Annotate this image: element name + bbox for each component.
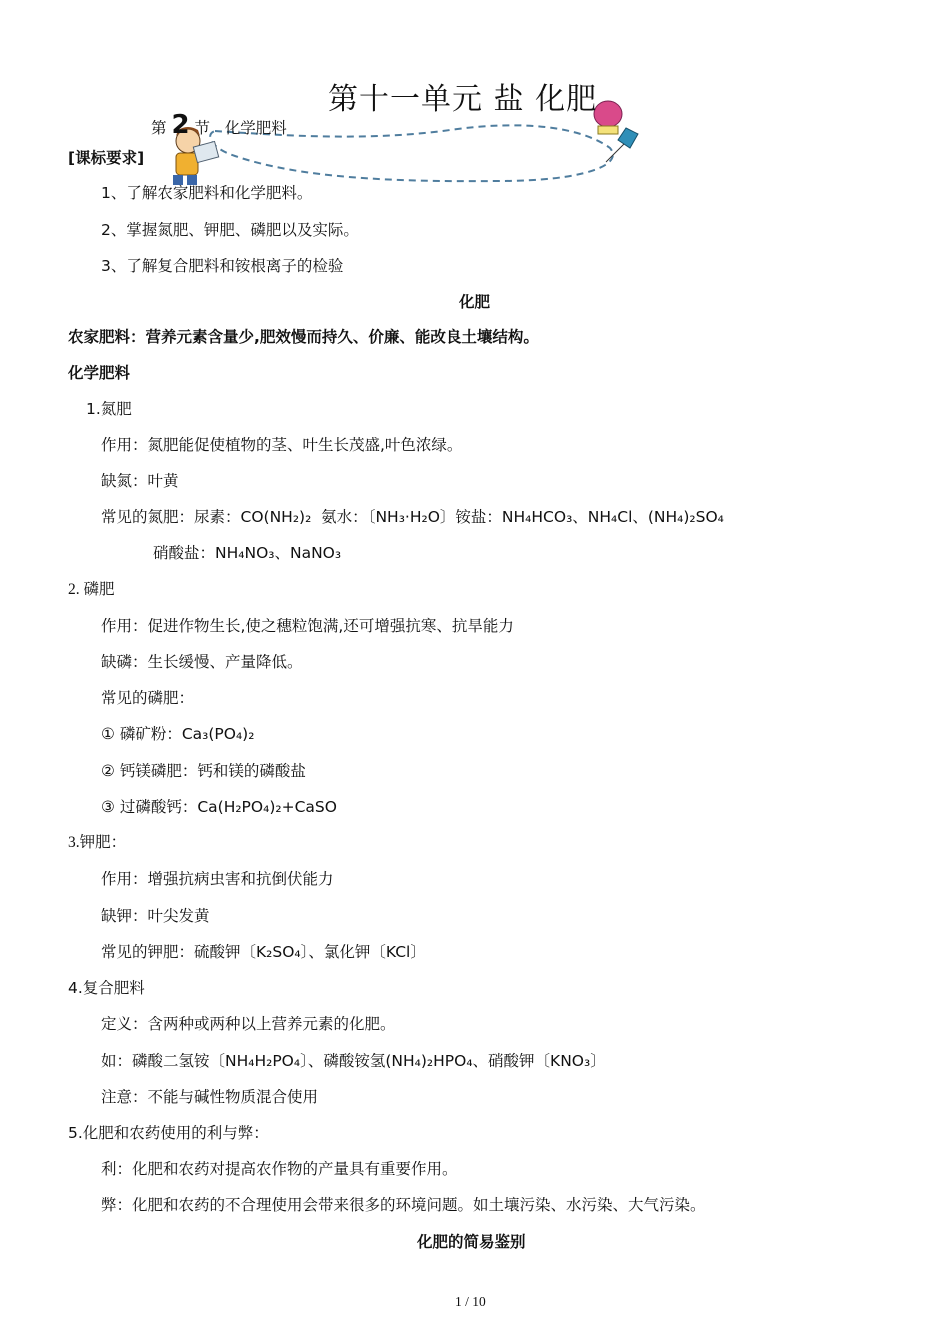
section-heading: 化肥 bbox=[459, 293, 491, 311]
phosphorus-deficiency: 缺磷：生长缓慢、产量降低。 bbox=[101, 653, 303, 671]
ammonia-formula: 〔NH₃·H₂O〕 bbox=[367, 508, 456, 526]
phosphorus-effect: 作用：促进作物生长,使之穗粒饱满,还可增强抗寒、抗旱能力 bbox=[101, 617, 514, 635]
cons-line: 弊：化肥和农药的不合理使用会带来很多的环境问题。如土壤污染、水污染、大气污染。 bbox=[101, 1196, 706, 1214]
page-title: 第十一单元 盐 化肥 bbox=[328, 82, 598, 117]
urea-formula: CO(NH₂)₂ bbox=[240, 508, 312, 526]
balloon-icon bbox=[594, 101, 622, 134]
phosphorus-common: 常见的磷肥： bbox=[101, 689, 195, 707]
nitrogen-title: 1.氮肥 bbox=[86, 400, 132, 418]
requirement-item: 1、了解农家肥料和化学肥料。 bbox=[101, 184, 313, 202]
phosphorus-item: ② 钙镁磷肥：钙和镁的磷酸盐 bbox=[101, 762, 306, 780]
ammonia-label: 氨水： bbox=[321, 508, 368, 526]
compound-definition: 定义：含两种或两种以上营养元素的化肥。 bbox=[101, 1015, 396, 1033]
nitrate-label: 硝酸盐： bbox=[153, 544, 216, 562]
phosphorus-item: ③ 过磷酸钙：Ca(H₂PO₄)₂+CaSO bbox=[101, 798, 337, 816]
section-number: 2 bbox=[171, 110, 190, 140]
farm-fertilizer-line: 农家肥料：营养元素含量少,肥效慢而持久、价廉、能改良土壤结构。 bbox=[68, 328, 539, 346]
potassium-effect: 作用：增强抗病虫害和抗倒伏能力 bbox=[101, 870, 334, 888]
nitrate-line bbox=[153, 543, 341, 563]
phosphorus-title: 2. 磷肥 bbox=[68, 581, 115, 598]
nitrogen-common-label: 常见的氮肥：尿素： bbox=[101, 508, 241, 526]
pros-line: 利：化肥和农药对提高农作物的产量具有重要作用。 bbox=[101, 1160, 458, 1178]
ammonium-formulas: NH₄HCO₃、NH₄Cl、(NH₄)₂SO₄ bbox=[501, 508, 724, 526]
compound-title: 4.复合肥料 bbox=[68, 979, 145, 997]
chemical-fertilizer-heading: 化学肥料 bbox=[68, 364, 131, 382]
compound-note: 注意：不能与碱性物质混合使用 bbox=[101, 1088, 319, 1106]
potassium-title: 3.钾肥： bbox=[68, 834, 127, 851]
section-name: 化学肥料 bbox=[224, 119, 287, 137]
section-header bbox=[151, 110, 287, 140]
requirement-item: 3、了解复合肥料和铵根离子的检验 bbox=[101, 257, 344, 275]
identification-heading: 化肥的简易鉴别 bbox=[417, 1233, 526, 1251]
potassium-deficiency: 缺钾：叶尖发黄 bbox=[101, 907, 210, 925]
nitrogen-common-line bbox=[101, 507, 724, 527]
section-suffix: 节 bbox=[194, 119, 210, 137]
requirements-label: [课标要求] bbox=[68, 149, 145, 167]
phosphorus-item: ① 磷矿粉：Ca₃(PO₄)₂ bbox=[101, 725, 255, 743]
section-prefix: 第 bbox=[151, 119, 167, 137]
nitrate-formulas: NH₄NO₃、NaNO₃ bbox=[215, 544, 342, 562]
potassium-common: 常见的钾肥：硫酸钾〔K₂SO₄〕、氯化钾〔KCl〕 bbox=[101, 943, 426, 961]
ammonium-label: 铵盐： bbox=[455, 508, 502, 526]
pros-cons-title: 5.化肥和农药使用的利与弊： bbox=[68, 1124, 269, 1142]
compound-examples: 如：磷酸二氢铵〔NH₄H₂PO₄〕、磷酸铵氢(NH₄)₂HPO₄、硝酸钾〔KNO₃〕 bbox=[101, 1052, 606, 1070]
page-number: 1 / 10 bbox=[455, 1294, 486, 1309]
nitrogen-effect: 作用：氮肥能促使植物的茎、叶生长茂盛,叶色浓绿。 bbox=[101, 436, 463, 454]
nitrogen-deficiency: 缺氮：叶黄 bbox=[101, 472, 179, 490]
requirement-item: 2、掌握氮肥、钾肥、磷肥以及实际。 bbox=[101, 221, 359, 239]
